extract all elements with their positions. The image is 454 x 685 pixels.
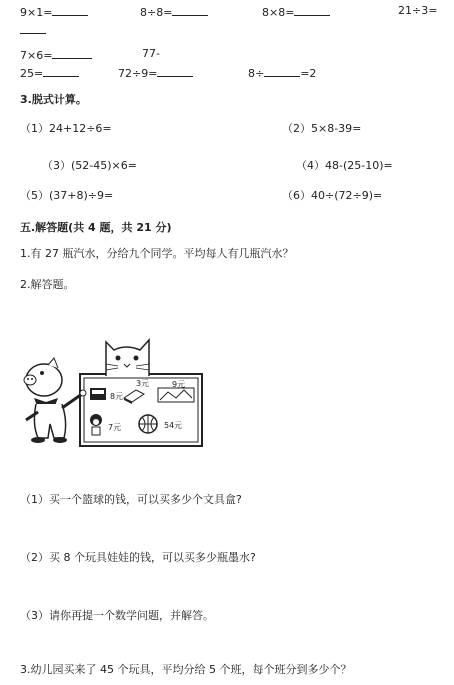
price-ball: 54元 bbox=[164, 421, 183, 430]
sub-question-1: （1）买一个篮球的钱，可以买多少个文具盒? bbox=[20, 493, 242, 506]
answer-blank[interactable] bbox=[172, 4, 208, 16]
sub-question-3: （3）请你再提一个数学问题，并解答。 bbox=[20, 609, 214, 622]
calc-2: （2）5×8-39= bbox=[282, 122, 362, 135]
problem-8div-blank bbox=[248, 65, 316, 81]
problem-21div3 bbox=[398, 4, 437, 18]
price-ink: 9元 bbox=[172, 380, 186, 389]
problem-72div9 bbox=[118, 65, 193, 81]
problem-77-top: 77- bbox=[142, 47, 160, 60]
price-board-illustration bbox=[18, 328, 203, 450]
price-doll: 7元 bbox=[108, 423, 122, 432]
section3-title: 3.脱式计算。 bbox=[20, 93, 87, 106]
answer-blank-21div3[interactable] bbox=[20, 22, 46, 38]
calc-5: （5）(37+8)÷9= bbox=[20, 189, 114, 202]
answer-blank[interactable] bbox=[43, 65, 79, 77]
problem-text: 8÷ bbox=[248, 67, 265, 80]
calc-6: （6）40÷(72÷9)= bbox=[282, 189, 383, 202]
price-box: 8元 bbox=[110, 392, 124, 401]
problem-7x6 bbox=[20, 47, 92, 63]
sub-question-2: （2）买 8 个玩具娃娃的钱，可以买多少瓶墨水? bbox=[20, 551, 256, 564]
price-eraser: 3元 bbox=[136, 379, 150, 388]
pencil-box-icon bbox=[90, 388, 106, 400]
cat-icon bbox=[106, 340, 149, 376]
question-3: 3.幼儿园买来了 45 个玩具，平均分给 5 个班，每个班分到多少个？ bbox=[20, 663, 352, 676]
question-2: 2.解答题。 bbox=[20, 278, 75, 291]
answer-blank[interactable] bbox=[52, 47, 92, 59]
answer-blank[interactable] bbox=[157, 65, 193, 77]
problem-8div8 bbox=[140, 4, 208, 20]
problem-text: 8÷8= bbox=[140, 6, 173, 19]
calc-1: （1）24+12÷6= bbox=[20, 122, 112, 135]
problem-77-25 bbox=[20, 65, 79, 81]
question-1: 1.有 27 瓶汽水，分给九个同学。平均每人有几瓶汽水？ bbox=[20, 247, 294, 260]
problem-text: 25= bbox=[20, 67, 44, 80]
answer-blank[interactable] bbox=[52, 4, 88, 16]
answer-blank[interactable] bbox=[264, 65, 300, 77]
basketball-icon bbox=[139, 415, 157, 433]
problem-8x8 bbox=[262, 4, 330, 20]
problem-text: 7×6= bbox=[20, 49, 53, 62]
problem-text: 21÷3= bbox=[398, 4, 438, 17]
answer-blank[interactable] bbox=[294, 4, 330, 16]
section5-heading: 五.解答题(共 4 题，共 21 分) bbox=[20, 221, 172, 234]
ink-bottle-icon bbox=[158, 388, 194, 402]
problem-text: =2 bbox=[300, 67, 317, 80]
calc-3: （3）(52-45)×6= bbox=[42, 159, 137, 172]
problem-text: 72÷9= bbox=[118, 67, 158, 80]
problem-9x1 bbox=[20, 4, 88, 20]
calc-4: （4）48-(25-10)= bbox=[296, 159, 393, 172]
pig-icon bbox=[24, 358, 86, 443]
problem-text: 9×1= bbox=[20, 6, 53, 19]
problem-text: 8×8= bbox=[262, 6, 295, 19]
